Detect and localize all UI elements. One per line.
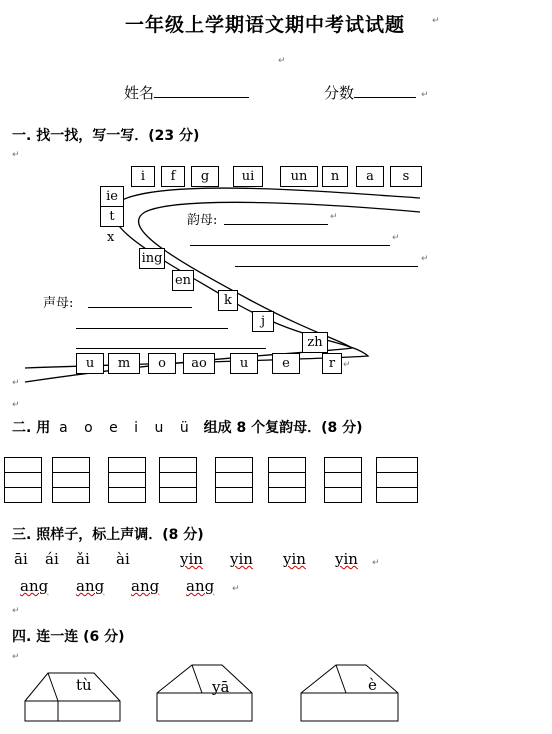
answer-grid[interactable] [108,457,146,503]
return-mark: ↵ [278,56,286,66]
answer-grid[interactable] [159,457,197,503]
section2-heading-b: 组成 8 个复韵母．(8 分) [203,420,363,436]
house-drawing [156,663,256,723]
score-label: 分数 [324,84,355,102]
letter-box[interactable]: s [390,166,422,187]
letter-box[interactable]: t [100,206,124,227]
letter-box[interactable]: r [322,353,342,374]
answer-grid[interactable] [324,457,362,503]
letter-box[interactable]: a [356,166,384,187]
section4-heading: 四. 连一连 (6 分) [12,629,125,645]
return-mark: ↵ [432,16,440,26]
answer-grid[interactable] [4,457,42,503]
snake-outer-edge [25,188,420,368]
return-mark: ↵ [12,378,20,388]
return-mark: ↵ [392,233,400,243]
letter-box[interactable]: o [148,353,176,374]
exam-title: 一年级上学期语文期中考试试题 [125,14,406,36]
letter-box[interactable]: un [280,166,318,187]
letter-box[interactable]: en [172,270,194,291]
letter-x[interactable]: x [107,230,115,245]
tone-exercise[interactable]: ang [131,577,160,595]
answer-grid[interactable] [52,457,90,503]
answer-grid[interactable] [376,457,418,503]
letter-box[interactable]: ie [100,186,124,207]
return-mark: ↵ [343,360,351,370]
section2-heading-a: 二. 用 [12,420,51,436]
house-pinyin[interactable]: yā [212,678,230,696]
letter-box[interactable]: ao [183,353,215,374]
letter-box[interactable]: e [272,353,300,374]
name-label: 姓名 [124,84,155,102]
letter-box[interactable]: g [191,166,219,187]
tone-example: ái [45,550,59,568]
tone-exercise[interactable]: ang [20,577,49,595]
house-pinyin[interactable]: tù [76,676,92,694]
return-mark: ↵ [12,150,20,160]
letter-box[interactable]: i [131,166,155,187]
tone-exercise[interactable]: yin [335,550,358,568]
section3-heading: 三. 照样子，标上声调．(8 分) [12,527,204,543]
return-mark: ↵ [12,400,20,410]
house-pinyin[interactable]: è [368,676,377,694]
letter-box[interactable]: u [76,353,104,374]
letter-box[interactable]: zh [302,332,328,353]
tone-example: ǎi [76,550,90,568]
tone-example: ài [116,550,130,568]
tone-exercise[interactable]: ang [186,577,215,595]
return-mark: ↵ [232,584,240,594]
letter-box[interactable]: k [218,290,238,311]
shengmu-answer-line[interactable] [76,348,266,349]
shengmu-label: 声母: [43,296,74,311]
shengmu-answer-line[interactable] [88,307,192,308]
section1-heading: 一. 找一找，写一写．(23 分) [12,128,200,144]
yunmu-answer-line[interactable] [235,266,418,267]
house-drawing [24,663,124,723]
return-mark: ↵ [421,90,429,100]
tone-exercise[interactable]: yin [180,550,203,568]
letter-box[interactable]: m [108,353,140,374]
vowel-letters: a o e i u ü [59,420,195,436]
tone-exercise[interactable]: yin [283,550,306,568]
shengmu-answer-line[interactable] [76,328,228,329]
answer-grid[interactable] [215,457,253,503]
yunmu-answer-line[interactable] [224,224,328,225]
yunmu-answer-line[interactable] [190,245,390,246]
answer-grid[interactable] [268,457,306,503]
return-mark: ↵ [12,652,20,662]
section2-heading [12,417,363,437]
return-mark: ↵ [330,212,338,222]
tone-example: āi [14,550,28,568]
letter-box[interactable]: f [161,166,185,187]
tone-exercise[interactable]: ang [76,577,105,595]
letter-box[interactable]: ing [139,248,165,269]
return-mark: ↵ [12,606,20,616]
tone-exercise[interactable]: yin [230,550,253,568]
return-mark: ↵ [372,558,380,568]
house-drawing [300,663,402,723]
return-mark: ↵ [421,254,429,264]
yunmu-label: 韵母: [187,213,218,228]
letter-box[interactable]: j [252,311,274,332]
letter-box[interactable]: u [230,353,258,374]
letter-box[interactable]: ui [233,166,263,187]
letter-box[interactable]: n [322,166,348,187]
